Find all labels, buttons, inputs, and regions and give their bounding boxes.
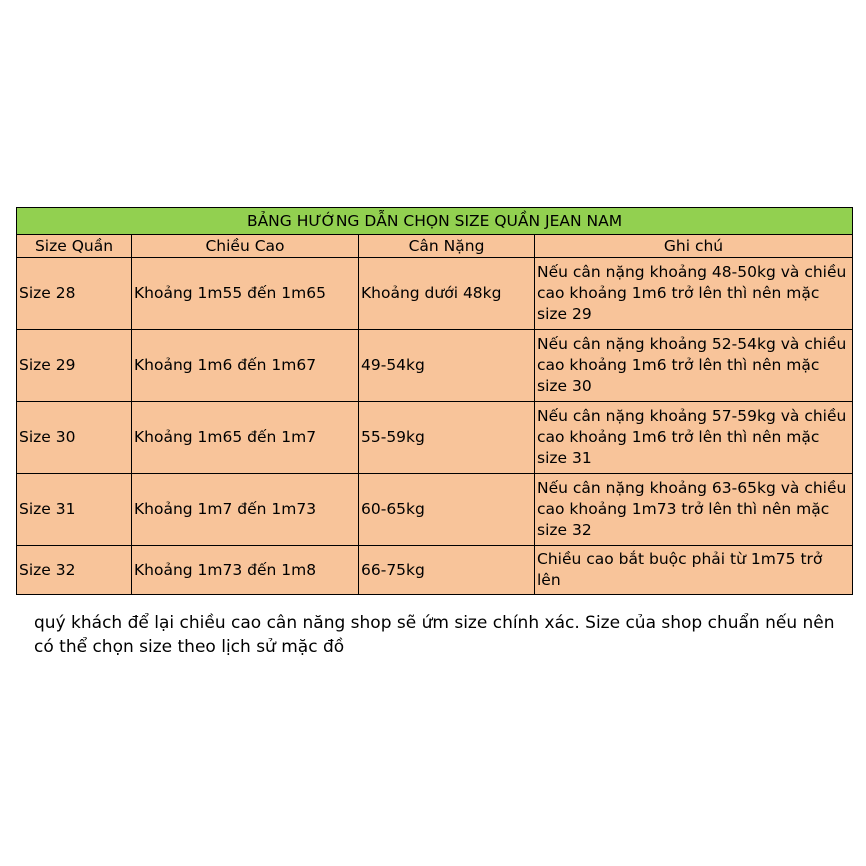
size-cell: Size 29	[17, 330, 132, 402]
table-row	[17, 546, 853, 595]
table-row	[17, 330, 853, 402]
weight-cell: 66-75kg	[359, 546, 535, 595]
height-cell: Khoảng 1m7 đến 1m73	[132, 474, 359, 546]
footer-note: quý khách để lại chiều cao cân năng shop sẽ ứm size chính xác. Size của shop chuẩn nếu nên có thể chọn size theo lịch sử mặc đồ	[34, 613, 835, 657]
size-guide-table	[16, 207, 853, 595]
weight-cell: 55-59kg	[359, 402, 535, 474]
table-row	[17, 402, 853, 474]
header-weight: Cân Nặng	[359, 235, 535, 258]
table-row	[17, 474, 853, 546]
weight-cell: 60-65kg	[359, 474, 535, 546]
note-cell: Nếu cân nặng khoảng 63-65kg và chiều cao khoảng 1m73 trở lên thì nên mặc size 32	[535, 474, 853, 546]
height-cell: Khoảng 1m73 đến 1m8	[132, 546, 359, 595]
weight-cell: Khoảng dưới 48kg	[359, 258, 535, 330]
size-cell: Size 31	[17, 474, 132, 546]
note-cell: Chiều cao bắt buộc phải từ 1m75 trở lên	[535, 546, 853, 595]
size-cell: Size 28	[17, 258, 132, 330]
size-cell: Size 32	[17, 546, 132, 595]
header-note: Ghi chú	[535, 235, 853, 258]
table-header-row	[17, 235, 853, 258]
note-cell: Nếu cân nặng khoảng 48-50kg và chiều cao khoảng 1m6 trở lên thì nên mặc size 29	[535, 258, 853, 330]
note-cell: Nếu cân nặng khoảng 52-54kg và chiều cao khoảng 1m6 trở lên thì nên mặc size 30	[535, 330, 853, 402]
height-cell: Khoảng 1m55 đến 1m65	[132, 258, 359, 330]
table-title-row	[17, 208, 853, 235]
table-title: BẢNG HƯỚNG DẪN CHỌN SIZE QUẦN JEAN NAM	[17, 208, 853, 235]
note-cell: Nếu cân nặng khoảng 57-59kg và chiều cao khoảng 1m6 trở lên thì nên mặc size 31	[535, 402, 853, 474]
size-cell: Size 30	[17, 402, 132, 474]
table-row	[17, 258, 853, 330]
height-cell: Khoảng 1m6 đến 1m67	[132, 330, 359, 402]
header-size: Size Quần	[17, 235, 132, 258]
header-height: Chiều Cao	[132, 235, 359, 258]
weight-cell: 49-54kg	[359, 330, 535, 402]
height-cell: Khoảng 1m65 đến 1m7	[132, 402, 359, 474]
